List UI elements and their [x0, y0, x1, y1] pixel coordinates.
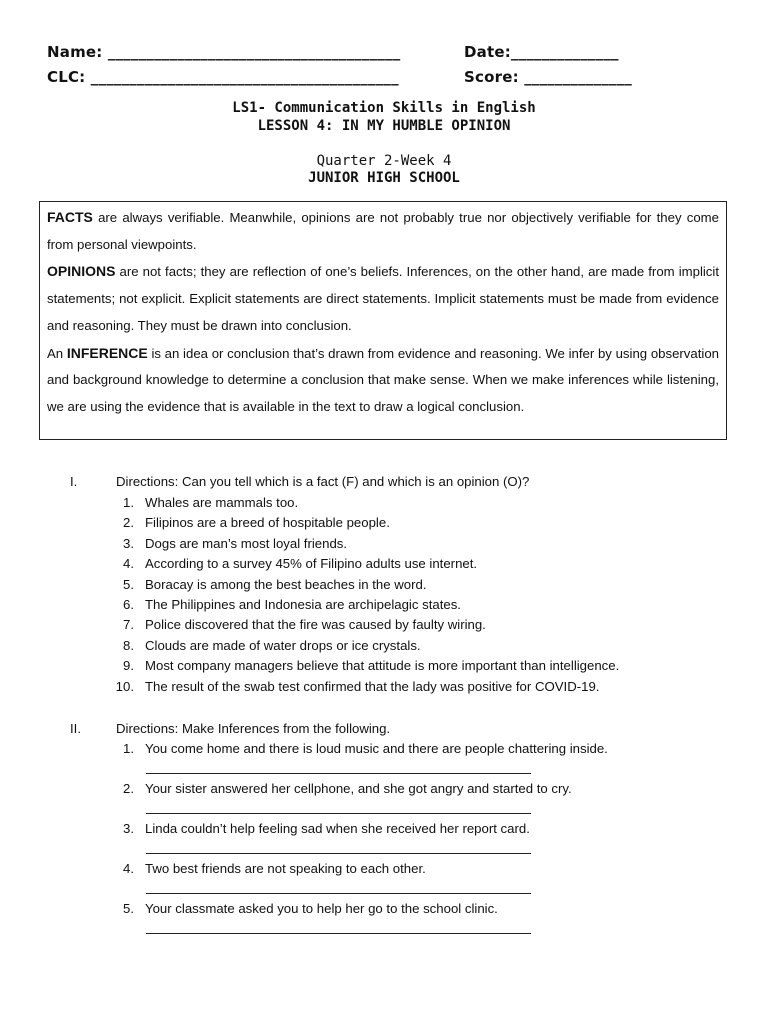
inference-pre: An [47, 345, 67, 361]
item-number: 10. [115, 678, 134, 694]
item-text: Police discovered that the fire was caused by faulty wiring. [145, 617, 486, 633]
item-number: 3. [123, 535, 134, 551]
item-number: 9. [123, 658, 134, 674]
item-text: Whales are mammals too. [145, 495, 299, 510]
item-number: 5. [123, 901, 134, 916]
inference-term: INFERENCE [66, 344, 148, 361]
part2-directions: Directions: Make Inferences from the following. [116, 721, 391, 736]
subject-title: LS1- Communication Skills in English [232, 100, 536, 116]
item-text: According to a survey 45% of Filipino adults use internet. [145, 556, 478, 572]
answer-line[interactable] [146, 933, 531, 934]
item-number: 8. [123, 637, 134, 653]
answer-line[interactable] [146, 813, 531, 814]
item-number: 6. [123, 597, 134, 612]
item-text: Your classmate asked you to help her go to the school clinic. [145, 901, 498, 916]
item-number: 1. [123, 741, 134, 756]
item-text: Boracay is among the best beaches in the word. [145, 576, 427, 592]
answer-line[interactable] [146, 893, 531, 894]
facts-paragraph [47, 204, 719, 258]
concept-box [39, 201, 727, 440]
item-number: 4. [123, 861, 134, 876]
clc-field[interactable]: CLC: ________________________________________ [47, 68, 399, 86]
name-field[interactable]: Name: ______________________________________ [47, 43, 401, 61]
item-text: The result of the swab test confirmed that the lady was positive for COVID-19. [145, 678, 600, 694]
facts-term: FACTS [47, 209, 93, 225]
quarter-label: Quarter 2-Week 4 [316, 153, 452, 169]
facts-text: are always verifiable. Meanwhile, opinions are not probably true nor objectively verifiable for they come from personal viewpoints. [47, 210, 719, 252]
item-number: 4. [123, 556, 134, 572]
item-text: Two best friends are not speaking to each other. [145, 861, 426, 876]
item-number: 5. [123, 576, 134, 592]
item-text: The Philippines and Indonesia are archipelagic states. [145, 597, 461, 612]
lesson-title: LESSON 4: IN MY HUMBLE OPINION [257, 118, 511, 134]
answer-line[interactable] [146, 773, 531, 774]
item-text: Clouds are made of water drops or ice crystals. [145, 637, 421, 653]
item-number: 2. [123, 515, 134, 531]
item-number: 1. [123, 495, 134, 510]
item-text: You come home and there is loud music and there are people chattering inside. [145, 741, 608, 756]
inference-text: is an idea or conclusion that’s drawn from evidence and reasoning. We infer by using observation and background knowledge to determine a conclusion that make sense. When we make inferences while listening, we are using the evidence that is available in the text to draw a logical conclusion. [47, 345, 719, 414]
opinions-text: are not facts; they are reflection of one’s beliefs. Inferences, on the other hand, are made from implicit statements; not explicit. Explicit statements are direct statements. Implicit statements must be made from evidence and reasoning. They must be drawn into conclusion. [47, 264, 719, 333]
item-text: Filipinos are a breed of hospitable people. [145, 515, 390, 531]
part1-roman: I. [70, 474, 78, 489]
answer-line[interactable] [146, 853, 531, 854]
item-text: Dogs are man’s most loyal friends. [145, 535, 348, 551]
item-text: Most company managers believe that attitude is more important than intelligence. [145, 658, 620, 674]
level-label: JUNIOR HIGH SCHOOL [308, 170, 460, 186]
opinions-paragraph [47, 258, 719, 339]
date-field[interactable]: Date:______________ [464, 43, 619, 61]
item-number: 2. [123, 781, 134, 796]
part1-directions: Directions: Can you tell which is a fact (F) and which is an opinion (O)? [116, 474, 530, 489]
item-text: Linda couldn’t help feeling sad when she received her report card. [145, 821, 530, 836]
opinions-term: OPINIONS [47, 263, 116, 280]
item-number: 3. [123, 821, 134, 836]
item-text: Your sister answered her cellphone, and she got angry and started to cry. [145, 781, 572, 796]
part2-roman: II. [70, 721, 81, 736]
score-field[interactable]: Score: ______________ [464, 68, 632, 86]
inference-paragraph [47, 340, 719, 421]
item-number: 7. [123, 617, 134, 633]
